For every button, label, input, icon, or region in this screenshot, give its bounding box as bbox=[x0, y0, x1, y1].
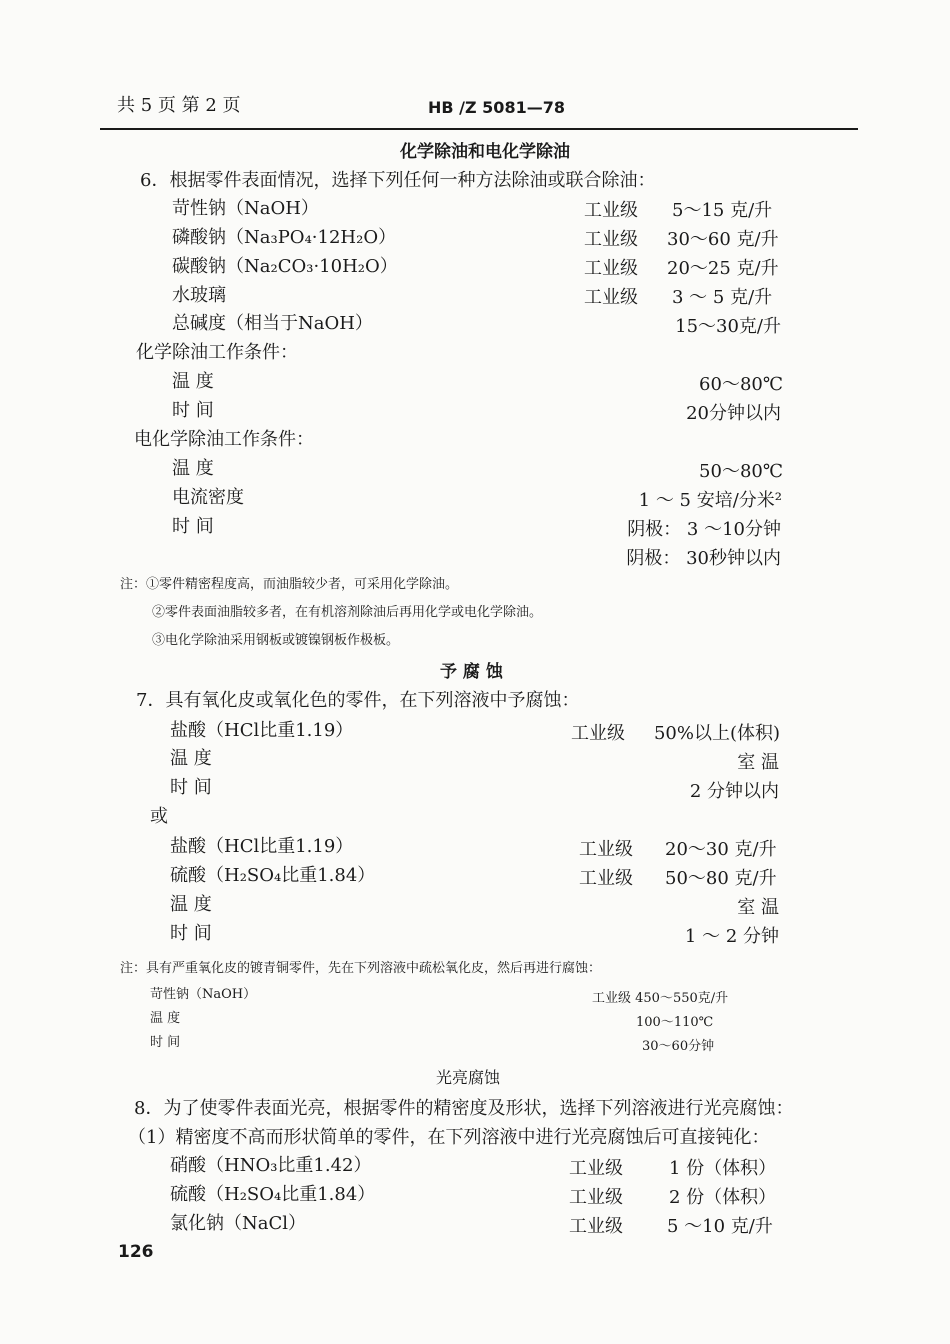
note-condition-name: 温 度 bbox=[150, 1011, 181, 1026]
condition-value: 2 分钟以内 bbox=[689, 781, 779, 802]
note-line: 注：具有严重氧化皮的镀青铜零件，先在下列溶液中疏松氧化皮，然后再进行腐蚀： bbox=[120, 961, 602, 976]
condition-name: 时 间 bbox=[170, 777, 212, 798]
reagent-name: 碳酸钠（Na₂CO₃·10H₂O） bbox=[172, 256, 398, 277]
standard-number: HB /Z 5081—78 bbox=[428, 98, 565, 117]
reagent-name: 氯化钠（NaCl） bbox=[170, 1213, 307, 1234]
section-title-degreasing: 化学除油和电化学除油 bbox=[400, 142, 570, 162]
reagent-name: 磷酸钠（Na₃PO₄·12H₂O） bbox=[172, 227, 397, 248]
note-line: ②零件表面油脂较多者，在有机溶剂除油后再用化学或电化学除油。 bbox=[152, 605, 543, 620]
reagent-name: 苛性钠（NaOH） bbox=[172, 198, 319, 219]
chem-conditions-title: 化学除油工作条件： bbox=[136, 342, 298, 363]
reagent-name: 硫酸（H₂SO₄比重1.84） bbox=[170, 865, 376, 886]
note-line: 注：①零件精密程度高，而油脂较少者，可采用化学除油。 bbox=[120, 577, 459, 592]
reagent-amount: 5 ～10 克/升 bbox=[667, 1216, 773, 1237]
condition-value: 阴极： 30秒钟以内 bbox=[626, 548, 781, 569]
reagent-name: 硝酸（HNO₃比重1.42） bbox=[170, 1155, 372, 1176]
section-title-pre-etch: 予 腐 蚀 bbox=[440, 662, 503, 682]
reagent-grade: 工业级 bbox=[569, 1216, 623, 1237]
condition-value: 1 ～ 5 安培/分米² bbox=[638, 490, 782, 511]
reagent-grade: 工业级 bbox=[584, 200, 638, 221]
reagent-grade: 工业级 bbox=[569, 1158, 623, 1179]
reagent-name: 盐酸（HCl比重1.19） bbox=[170, 720, 354, 741]
condition-value: 1 ～ 2 分钟 bbox=[684, 926, 779, 947]
condition-name: 温 度 bbox=[170, 894, 212, 915]
page-number: 126 bbox=[118, 1242, 154, 1262]
condition-name: 时 间 bbox=[170, 923, 212, 944]
sub-item-1: （1）精密度不高而形状简单的零件，在下列溶液中进行光亮腐蚀后可直接钝化： bbox=[128, 1127, 770, 1148]
condition-value: 室 温 bbox=[737, 897, 779, 918]
reagent-grade: 工业级 bbox=[584, 258, 638, 279]
reagent-amount: 1 份（体积） bbox=[669, 1158, 777, 1179]
reagent-grade: 工业级 bbox=[584, 287, 638, 308]
page-count: 共 5 页 第 2 页 bbox=[117, 95, 241, 116]
condition-name: 温 度 bbox=[170, 748, 212, 769]
condition-value: 60～80℃ bbox=[699, 374, 783, 395]
note-line: ③电化学除油采用钢板或镀镍钢板作极板。 bbox=[152, 633, 400, 648]
reagent-name: 总碱度（相当于NaOH） bbox=[172, 313, 373, 334]
header-rule bbox=[100, 128, 858, 130]
reagent-amount: 2 份（体积） bbox=[669, 1187, 777, 1208]
condition-name: 时 间 bbox=[172, 516, 214, 537]
condition-name: 时 间 bbox=[172, 400, 214, 421]
reagent-amount: 3 ～ 5 克/升 bbox=[672, 287, 773, 308]
note-condition-value: 100～110℃ bbox=[636, 1015, 714, 1030]
elec-conditions-title: 电化学除油工作条件： bbox=[134, 429, 314, 450]
reagent-amount: 50%以上(体积) bbox=[653, 723, 780, 744]
note-reagent-name: 苛性钠（NaOH） bbox=[150, 987, 257, 1002]
condition-name: 温 度 bbox=[172, 458, 214, 479]
condition-name: 电流密度 bbox=[172, 487, 244, 508]
condition-value: 20分钟以内 bbox=[686, 403, 781, 424]
condition-name: 温 度 bbox=[172, 371, 214, 392]
reagent-amount: 15～30克/升 bbox=[675, 316, 781, 337]
reagent-name: 硫酸（H₂SO₄比重1.84） bbox=[170, 1184, 376, 1205]
reagent-amount: 30～60 克/升 bbox=[667, 229, 779, 250]
reagent-grade: 工业级 bbox=[579, 839, 633, 860]
condition-value: 室 温 bbox=[737, 752, 779, 773]
reagent-amount: 50～80 克/升 bbox=[665, 868, 777, 889]
reagent-grade: 工业级 bbox=[569, 1187, 623, 1208]
note-condition-value: 30～60分钟 bbox=[642, 1039, 715, 1054]
reagent-amount: 5～15 克/升 bbox=[672, 200, 773, 221]
condition-value: 50～80℃ bbox=[699, 461, 783, 482]
section-title-bright-etch: 光亮腐蚀 bbox=[436, 1068, 501, 1087]
reagent-amount: 20～30 克/升 bbox=[665, 839, 777, 860]
reagent-name: 盐酸（HCl比重1.19） bbox=[170, 836, 354, 857]
item-7-intro: 7．具有氧化皮或氧化色的零件，在下列溶液中予腐蚀： bbox=[136, 690, 580, 711]
reagent-grade: 工业级 bbox=[584, 229, 638, 250]
condition-value: 阴极： 3 ～10分钟 bbox=[627, 519, 781, 540]
item-6-intro: 6．根据零件表面情况，选择下列任何一种方法除油或联合除油： bbox=[140, 170, 656, 191]
note-condition-name: 时 间 bbox=[150, 1035, 181, 1050]
reagent-grade: 工业级 bbox=[571, 723, 625, 744]
or-label: 或 bbox=[150, 806, 168, 827]
reagent-name: 水玻璃 bbox=[172, 285, 226, 306]
note-reagent-value: 工业级 450～550克/升 bbox=[592, 991, 729, 1006]
item-8-intro: 8．为了使零件表面光亮，根据零件的精密度及形状，选择下列溶液进行光亮腐蚀： bbox=[134, 1098, 794, 1119]
reagent-amount: 20～25 克/升 bbox=[667, 258, 779, 279]
reagent-grade: 工业级 bbox=[579, 868, 633, 889]
